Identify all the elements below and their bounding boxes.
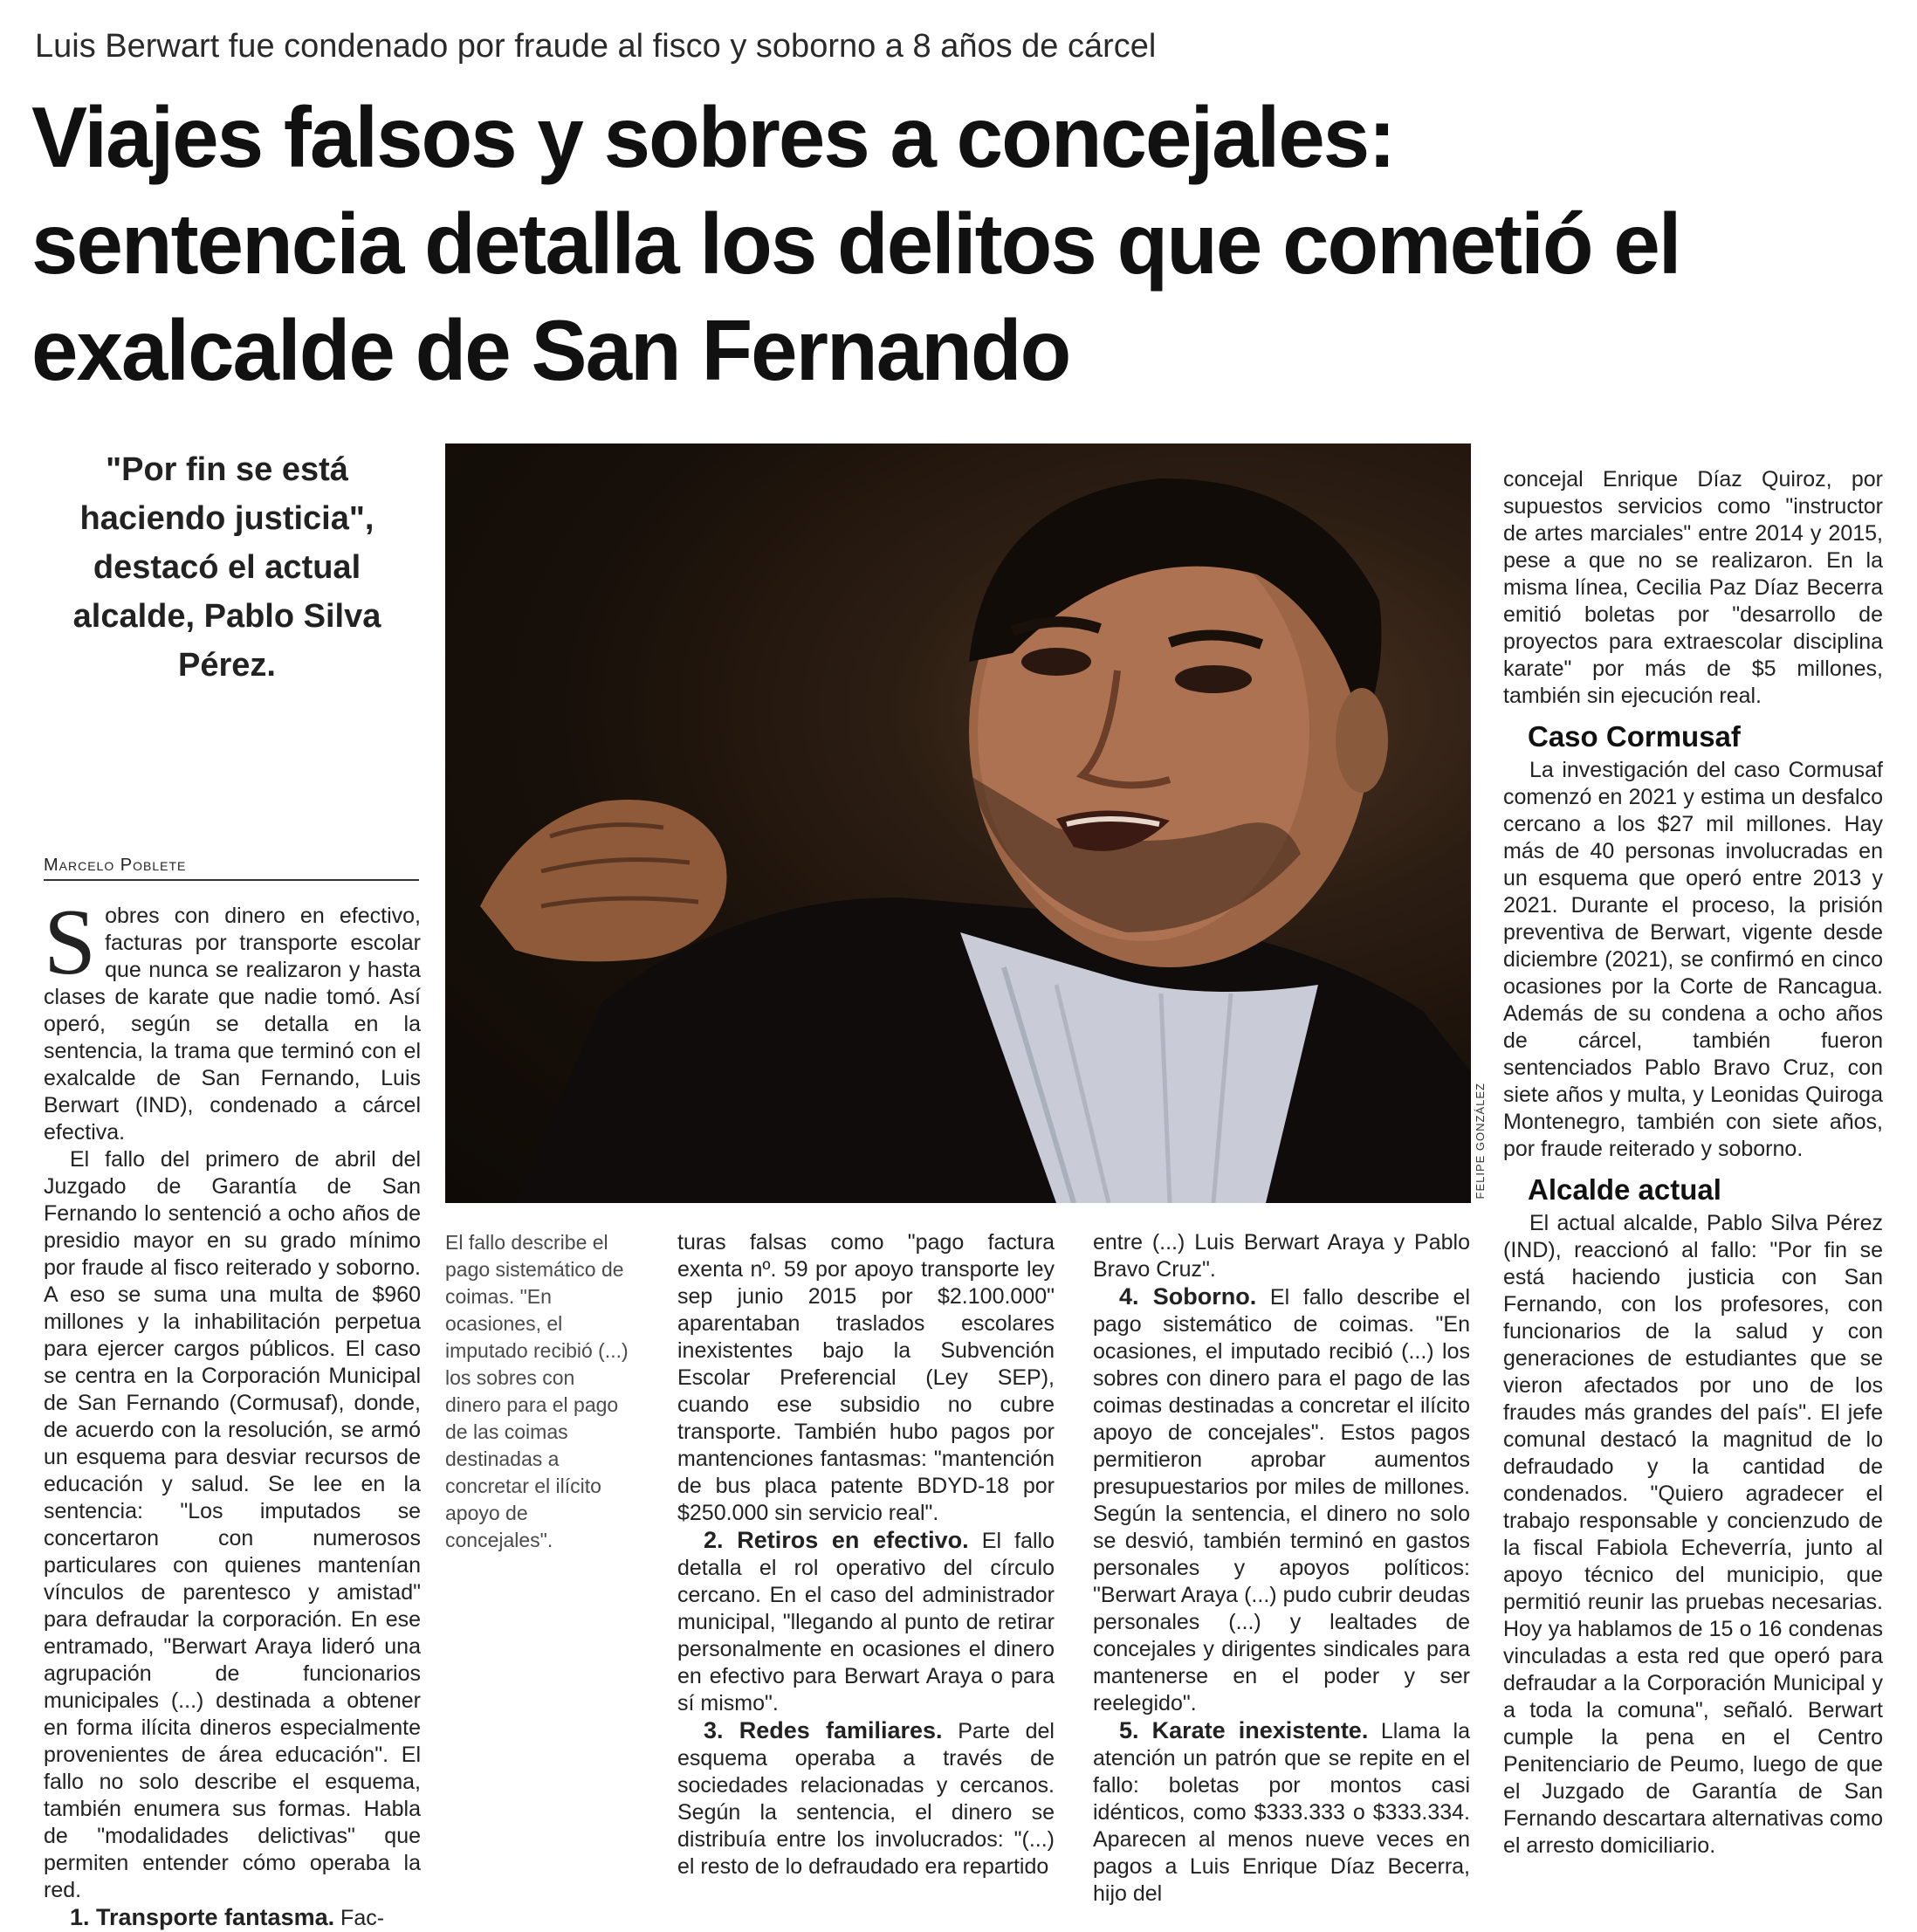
sidebar-quote: El fallo describe el pago sistemático de coimas. "En ocasiones, el imputado recibió (...) los sobres con dinero para el pago de las coimas destinadas a concretar el ilícito apoyo de concejales". — [445, 1231, 629, 1551]
portrait-illustration — [445, 443, 1471, 1203]
section-heading: 3. Redes familiares. — [704, 1717, 943, 1743]
lead-text: obres con dinero en efectivo, facturas por transporte escolar que nunca se realizaron y hasta clases de karate que nadie tomó. Así operó, según se detalla en la sentencia, la trama que terminó con el exalcalde de San Fernando, Luis Berwart (IND), condenado a cárcel efectiva. — [44, 904, 421, 1145]
section-heading: 4. Soborno. — [1119, 1283, 1257, 1310]
section-heading: 1. Transporte fantasma. — [70, 1904, 335, 1930]
paragraph: La investigación del caso Cormusaf comenzó en 2021 y estima un desfalco cercano a los $27 mil millones. Hay más de 40 personas involucradas en un esquema que operó entre 2013 y 2021. Durante el proceso, la prisión preventiva de Berwart, vigente desde diciembre (2021), se confirmó en cinco ocasiones por la Corte de Rancagua. Además de su condena a ocho años de cárcel, también fueron sentenciados Pablo Bravo Cruz, con siete años y multa, y Leonidas Quiroga Montenegro, también con siete años, por fraude reiterado y soborno. — [1503, 758, 1883, 1161]
pull-quote: "Por fin se está haciendo justicia", destacó el actual alcalde, Pablo Silva Pérez. — [72, 451, 381, 684]
headline-line-3: exalcalde de San Fernando — [31, 302, 1070, 398]
paragraph: 5. Karate inexistente. Llama la atención un patrón que se repite en el fallo: boletas por montos casi idénticos, como $333.333 o $333.334. Aparecen al menos nueve veces en pagos a Luis Enrique Díaz Becerra, hijo del — [1093, 1717, 1470, 1906]
paragraph: concejal Enrique Díaz Quiroz, por supuestos servicios como "instructor de artes marciales" entre 2014 y 2015, pese a que no se realizaron. En la misma línea, Cecilia Paz Díaz Becerra emitió boletas por "desarrollo de proyectos para extraescolar disciplina karate" por más de $5 millones, también sin ejecución real. — [1503, 467, 1883, 708]
paragraph: 3. Redes familiares. Parte del esquema operaba a través de sociedades relacionadas y cercanos. Según la sentencia, el dinero se distribuía entre los involucrados: "(...) el resto de lo defraudado era repartido — [677, 1717, 1055, 1879]
lead-paragraph — [44, 890, 421, 1146]
headline — [31, 84, 1853, 403]
subheading-caso-cormusaf: Caso Cormusaf — [1528, 720, 1741, 753]
portrait-photo — [445, 443, 1471, 1203]
paragraph: entre (...) Luis Berwart Araya y Pablo Bravo Cruz". — [1093, 1230, 1470, 1282]
paragraph: El fallo del primero de abril del Juzgado de Garantía de San Fernando lo sentenció a ocho años de presidio mayor en su grado mínimo por fraude al fisco reiterado y soborno. A eso se suma una multa de $960 millones y la inhabilitación perpetua para ejercer cargos públicos. El caso se centra en la Corporación Municipal de San Fernando (Cormusaf), donde, de acuerdo con la resolución, se armó un esquema para desviar recursos de educación y salud. Se lee en la sentencia: "Los imputados se concertaron con numerosos particulares con quienes mantenían vínculos de parentesco y amistad" para defraudar la corporación. En ese entramado, "Berwart Araya lideró una agrupación de funcionarios municipales (...) destinada a obtener en forma ilícita dineros especialmente provenientes de área educación". El fallo no solo describe el esquema, también enumera sus formas. Habla de "modalidades delictivas" que permiten entender cómo operaba la red. — [44, 1147, 421, 1902]
paragraph: El actual alcalde, Pablo Silva Pérez (IND), reaccionó al fallo: "Por fin se está haciendo justicia con San Fernando, con los profesores, con funcionarios de la salud y con generaciones de estudiantes que se vieron afectados por uno de los fraudes más grandes del país". El jefe comunal destacó la magnitud de lo defraudado y la cantidad de condenados. "Quiero agradecer el trabajo responsable y concienzudo de la fiscal Fabiola Echeverría, junto al apoyo técnico del municipio, que permitió reunir las pruebas necesarias. Hoy ya hablamos de 15 o 16 condenas vinculadas a esta red que operó para defraudar a la Corporación Municipal y a toda la comuna", señaló. Berwart cumple la pena en el Centro Penitenciario de Peumo, luego de que el Juzgado de Garantía de San Fernando descartara alternativas como el arresto domiciliario. — [1503, 1211, 1883, 1858]
paragraph: 2. Retiros en efectivo. El fallo detalla el rol operativo del círculo cercano. En el caso del administrador municipal, "llegando al punto de retirar personalmente en ocasiones el dinero en efectivo para Berwart Araya o para sí mismo". — [677, 1527, 1055, 1715]
headline-line-2: sentencia detalla los delitos que cometió el — [31, 196, 1680, 292]
article-column-5 — [1503, 466, 1883, 1860]
photo-credit: FELIPE GONZÁLEZ — [1474, 1083, 1487, 1200]
headline-line-1: Viajes falsos y sobres a concejales: — [31, 89, 1395, 185]
paragraph: 4. Soborno. El fallo describe el pago sistemático de coimas. "En ocasiones, el imputado recibió (...) los sobres con dinero para el pago de las coimas destinadas a concretar el ilícito apoyo de concejales". Estos pagos permitieron aprobar aumentos presupuestarios por miles de millones. Según la sentencia, el dinero no solo se desvió, también terminó en gastos personales y apoyos políticos: "Berwart Araya (...) pudo cubrir deudas personales (...) y lealtades de concejales y dirigentes sindicales para mantenerse en el poder y ser reelegido". — [1093, 1283, 1470, 1715]
article-column-1 — [44, 890, 421, 1932]
subheading-alcalde-actual: Alcalde actual — [1528, 1173, 1721, 1206]
kicker: Luis Berwart fue condenado por fraude al fisco y soborno a 8 años de cárcel — [35, 28, 1157, 65]
paragraph: 1. Transporte fantasma. Fac- — [70, 1904, 385, 1930]
drop-cap: S — [44, 890, 97, 994]
article-column-3 — [677, 1229, 1055, 1880]
paragraph: turas falsas como "pago factura exenta nº. 59 por apoyo transporte ley sep junio 2015 por $2.100.000" aparentaban traslados escolares inexistentes bajo la Subvención Escolar Preferencial (Ley SEP), cuando ese subsidio no cubre transporte. También hubo pagos por mantenciones fantasmas: "mantención de bus placa patente BDYD-18 por $250.000 sin servicio real". — [677, 1230, 1055, 1525]
article-column-4 — [1093, 1229, 1470, 1908]
section-heading: 5. Karate inexistente. — [1119, 1717, 1369, 1743]
byline: Marcelo Poblete — [44, 856, 419, 881]
section-heading: 2. Retiros en efectivo. — [704, 1527, 969, 1553]
